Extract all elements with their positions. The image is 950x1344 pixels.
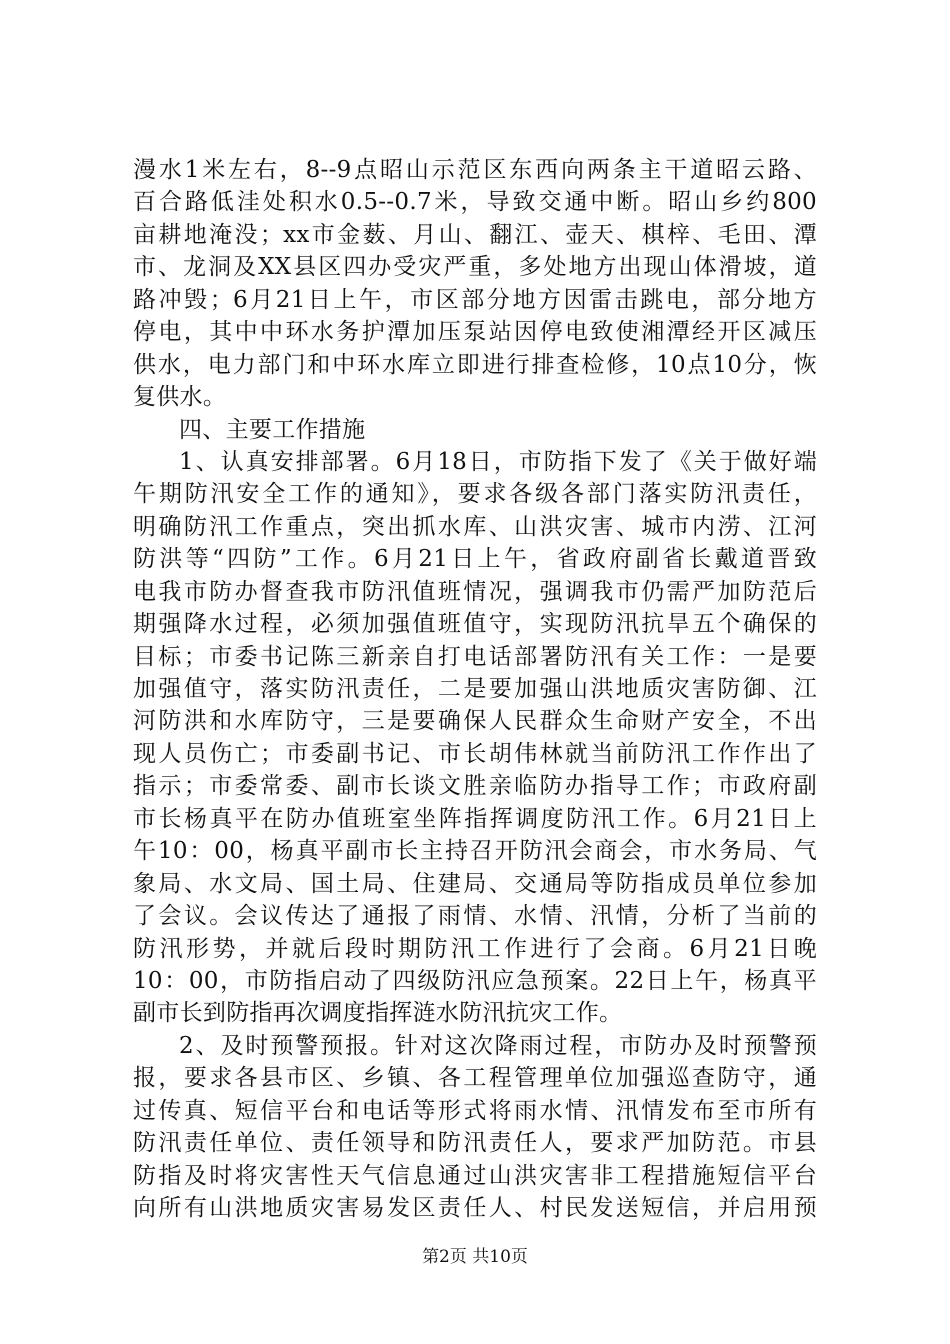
text-line: 防汛责任单位、责任领导和防汛责任人，要求严加防范。市县 [133,1130,817,1157]
text-line: 期强降水过程，必须加强值班值守，实现防汛抗旱五个确保的 [133,611,817,638]
text-line: 1、认真安排部署。6月18日，市防指下发了《关于做好端 [179,448,817,475]
text-line: 供水，电力部门和中环水库立即进行排查检修，10点10分，恢 [133,351,817,378]
text-line: 2、及时预警预报。针对这次降雨过程，市防办及时预警预 [179,1032,817,1059]
text-line: 向所有山洪地质灾害易发区责任人、村民发送短信，并启用预 [133,1195,817,1221]
text-line: 现人员伤亡；市委副书记、市长胡伟林就当前防汛工作作出了 [133,740,817,767]
text-line: 复供水。 [133,384,227,411]
text-line: 明确防汛工作重点，突出抓水库、山洪灾害、城市内涝、江河 [133,513,817,540]
text-line: 午期防汛安全工作的通知》，要求各级各部门落实防汛责任， [133,481,817,508]
text-line: 10：00，市防指启动了四级防汛应急预案。22日上午，杨真平 [133,967,817,994]
text-line: 防洪等“四防”工作。6月21日上午，省政府副省长戴道晋致 [133,546,817,573]
text-line: 亩耕地淹没；xx市金薮、月山、翻江、壶天、棋梓、毛田、潭 [133,221,817,248]
text-line: 市长杨真平在防办值班室坐阵指挥调度防汛工作。6月21日上 [133,805,817,832]
text-line: 防指及时将灾害性天气信息通过山洪灾害非工程措施短信平台 [133,1162,817,1189]
text-line: 漫水1米左右，8--9点昭山示范区东西向两条主干道昭云路、 [133,157,817,183]
text-line: 象局、水文局、国土局、住建局、交通局等防指成员单位参加 [133,870,817,897]
page-footer: 第2页 共10页 [422,1247,528,1267]
text-line: 副市长到防指再次调度指挥涟水防汛抗灾工作。 [133,1000,623,1027]
text-line: 四、主要工作措施 [179,416,366,443]
text-line: 防汛形势，并就后段时期防汛工作进行了会商。6月21日晚 [133,935,817,962]
text-line: 指示；市委常委、副市长谈文胜亲临防办指导工作；市政府副 [133,773,817,800]
text-line: 报，要求各县市区、乡镇、各工程管理单位加强巡查防守，通 [133,1065,817,1092]
text-line: 百合路低洼处积水0.5--0.7米，导致交通中断。昭山乡约800 [133,189,817,216]
text-line: 午10：00，杨真平副市长主持召开防汛会商会，市水务局、气 [133,838,817,865]
text-line: 了会议。会议传达了通报了雨情、水情、汛情，分析了当前的 [133,903,817,930]
text-line: 加强值守，落实防汛责任，二是要加强山洪地质灾害防御、江 [133,676,817,702]
text-line: 市、龙洞及XX县区四办受灾严重，多处地方出现山体滑坡，道 [133,254,817,281]
text-line: 停电，其中中环水务护潭加压泵站因停电致使湘潭经开区减压 [133,319,817,346]
text-line: 电我市防办督查我市防汛值班情况，强调我市仍需严加防范后 [133,578,817,605]
document-body [133,154,817,1224]
text-line: 过传真、短信平台和电话等形式将雨水情、汛情发布至市所有 [133,1097,817,1124]
text-line: 河防洪和水库防守，三是要确保人民群众生命财产安全，不出 [133,708,817,735]
text-line: 路冲毁；6月21日上午，市区部分地方因雷击跳电，部分地方 [133,286,817,313]
text-line: 目标；市委书记陈三新亲自打电话部署防汛有关工作：一是要 [133,643,817,670]
